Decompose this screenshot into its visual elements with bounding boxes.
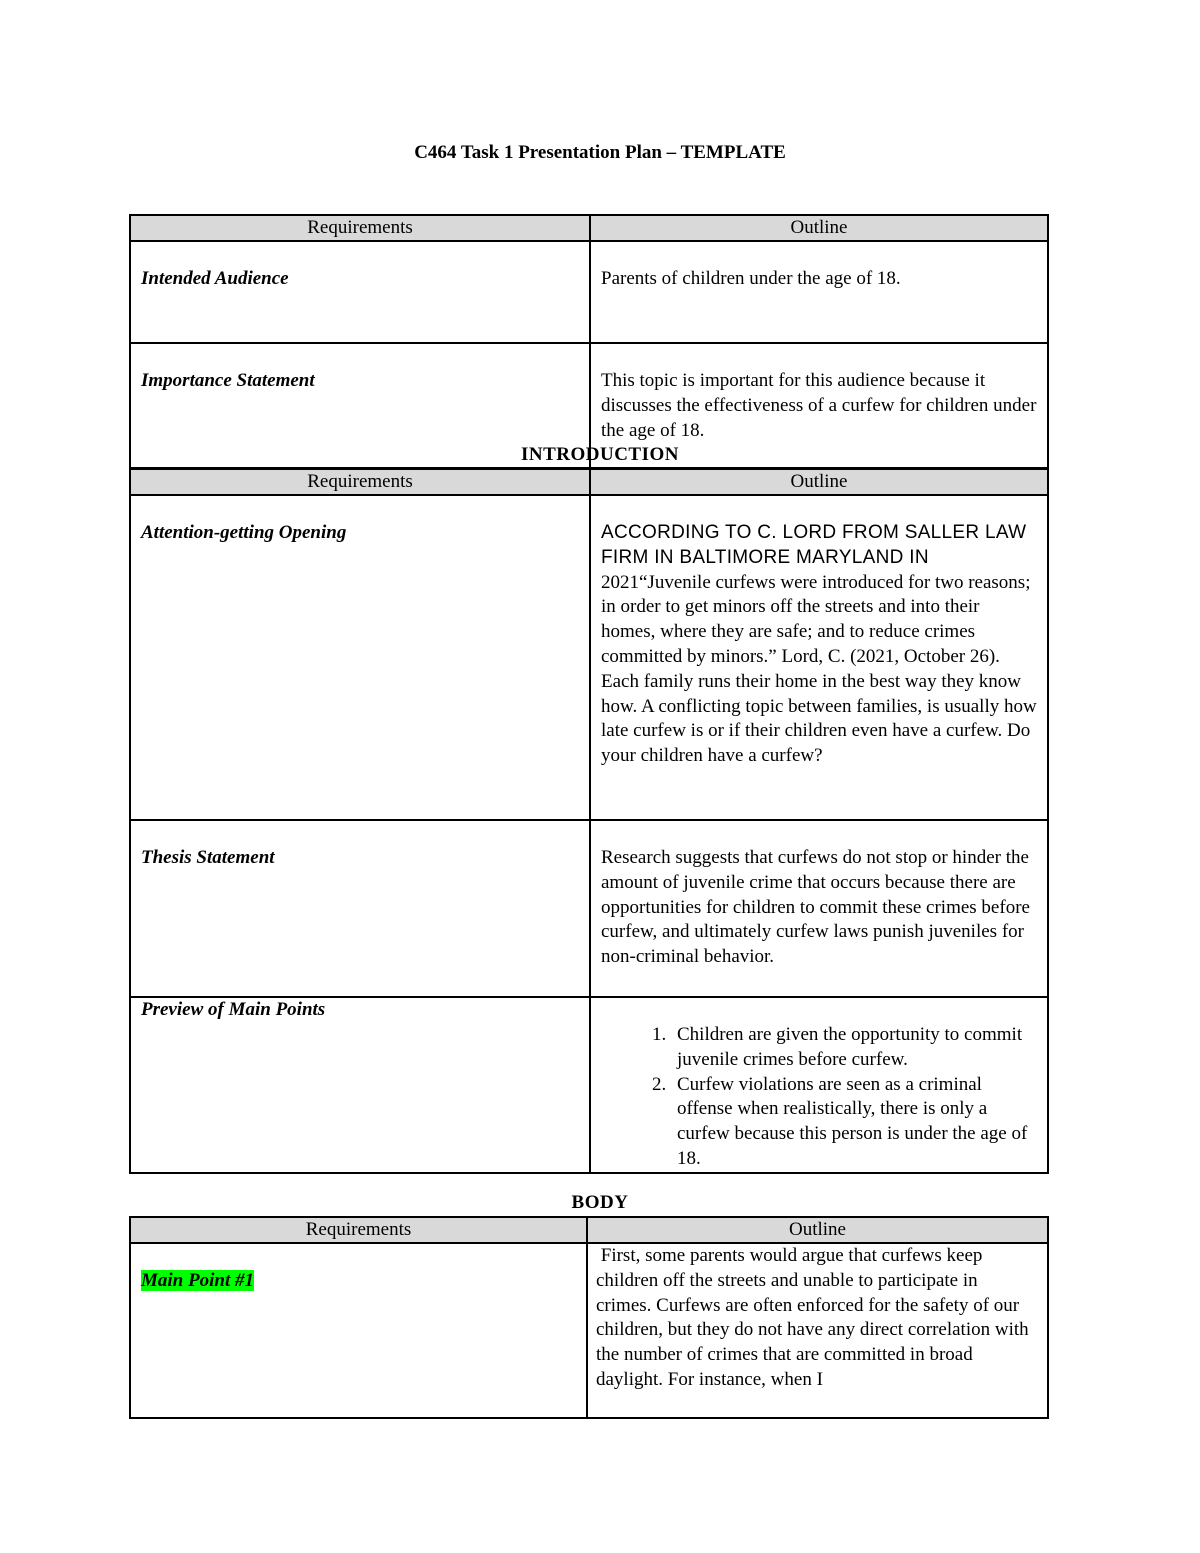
overview-table <box>129 214 1049 469</box>
table-row <box>130 495 1048 820</box>
preview-main-points-label: Preview of Main Points <box>141 999 326 1020</box>
page-title: C464 Task 1 Presentation Plan – TEMPLATE <box>414 142 786 163</box>
table-row <box>130 1243 1048 1418</box>
table-header-row <box>130 215 1048 241</box>
column-header-outline: Outline <box>590 215 1048 241</box>
attention-opening-label: Attention-getting Opening <box>141 522 347 543</box>
importance-statement-label: Importance Statement <box>141 370 315 391</box>
main-point-1-text: First, some parents would argue that curfews keep children off the streets and unable to participate in crimes. Curfews are often enforced for the safety of our children, but they do not have any direct correlation with the number of crimes that are committed in broad daylight. For instance, when I <box>596 1245 1034 1390</box>
table-header-row <box>130 1217 1048 1243</box>
list-item: 1. Children are given the opportunity to commit juvenile crimes before curfew. <box>671 1023 1037 1073</box>
intended-audience-text: Parents of children under the age of 18. <box>601 268 901 289</box>
table-header-row <box>130 469 1048 495</box>
body-table <box>129 1216 1049 1419</box>
table-row <box>130 241 1048 343</box>
column-header-requirements: Requirements <box>130 215 590 241</box>
introduction-table <box>129 468 1049 1174</box>
list-item: 2. Curfew violations are seen as a criminal offense when realistically, there is only a curfew because this person is under the age of 18. <box>671 1073 1037 1172</box>
thesis-statement-text: Research suggests that curfews do not stop or hinder the amount of juvenile crime that occurs because there are opportunities for children to commit these crimes before curfew, and ultimately curfew laws punish juveniles for non-criminal behavior. <box>601 847 1030 968</box>
column-header-requirements: Requirements <box>130 469 590 495</box>
main-point-1-label: Main Point #1 <box>141 1270 254 1291</box>
intended-audience-label: Intended Audience <box>141 268 289 289</box>
table-row <box>130 820 1048 997</box>
table-row <box>130 997 1048 1173</box>
main-points-list <box>601 1023 1037 1172</box>
thesis-statement-label: Thesis Statement <box>141 847 275 868</box>
introduction-heading: INTRODUCTION <box>520 444 680 465</box>
column-header-outline: Outline <box>587 1217 1048 1243</box>
body-heading: BODY <box>571 1192 629 1213</box>
importance-statement-text: This topic is important for this audience because it discusses the effectiveness of a curfew for children under the age of 18. <box>601 370 1037 441</box>
column-header-requirements: Requirements <box>130 1217 587 1243</box>
attention-opening-caps-text: ACCORDING TO C. LORD FROM SALLER LAW FIRM IN BALTIMORE MARYLAND IN <box>601 522 1027 568</box>
column-header-outline: Outline <box>590 469 1048 495</box>
attention-opening-text: 2021“Juvenile curfews were introduced for two reasons; in order to get minors off the streets and into their homes, where they are safe; and to reduce crimes committed by minors.” Lord, C. (2021, October 26). Each family runs their home in the best way they know how. A conflicting topic between families, is usually how late curfew is or if their children even have a curfew. Do your children have a curfew? <box>601 571 1037 767</box>
